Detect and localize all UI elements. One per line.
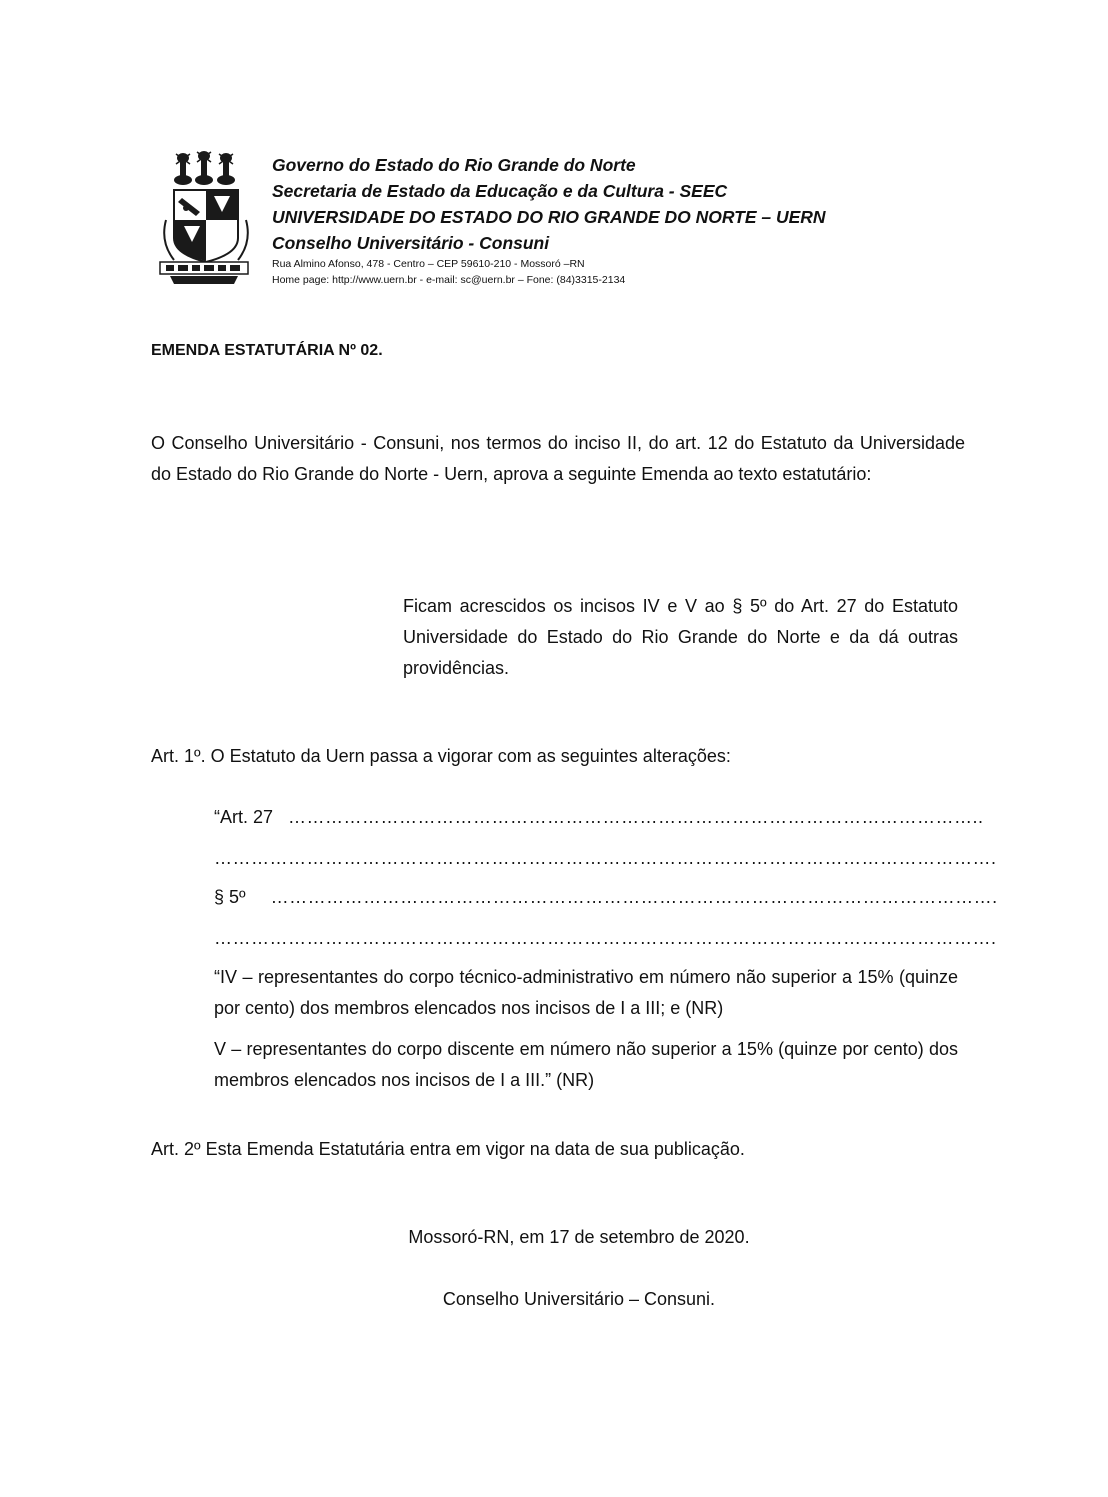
document-title: EMENDA ESTATUTÁRIA Nº 02.	[151, 342, 383, 359]
place-and-date: Mossoró-RN, em 17 de setembro de 2020.	[408, 1227, 750, 1247]
quote-dots-2: ……………………………………………………………………………………………………………….	[214, 928, 997, 948]
quote-dots-line-2	[214, 925, 997, 951]
header-government: Governo do Estado do Rio Grande do Norte	[272, 155, 636, 175]
quote-paragraph-5-dots: ……………………………………………………………………………………………………….	[270, 887, 998, 907]
intro-paragraph: O Conselho Universitário - Consuni, nos termos do inciso II, do art. 12 do Estatuto da Universidade do Estado do Rio Grande do Norte - Uern, aprova a seguinte Emenda ao texto estatutário:	[151, 433, 965, 484]
quote-art27-label: “Art. 27	[214, 807, 274, 827]
signature-council: Conselho Universitário – Consuni.	[442, 1289, 716, 1309]
letterhead	[272, 152, 972, 288]
quote-paragraph-5-label: § 5º	[214, 887, 246, 907]
inciso-iv: “IV – representantes do corpo técnico-administrativo em número não superior a 15% (quinze por cento) dos membros elencados nos incisos de I a III; e (NR)	[214, 967, 958, 1018]
header-council: Conselho Universitário - Consuni	[272, 233, 550, 253]
quote-dots-line-1	[214, 845, 997, 871]
inciso-v: V – representantes do corpo discente em número não superior a 15% (quinze por cento) dos membros elencados nos incisos de I a III.” (NR)	[214, 1039, 958, 1090]
header-contact: Home page: http://www.uern.br - e-mail: sc@uern.br – Fone: (84)3315-2134	[272, 274, 626, 286]
header-secretariat: Secretaria de Estado da Educação e da Cultura - SEEC	[272, 181, 728, 201]
quote-paragraph-5-line	[214, 884, 998, 910]
article-2: Art. 2º Esta Emenda Estatutária entra em vigor na data de sua publicação.	[151, 1139, 745, 1159]
header-university: UNIVERSIDADE DO ESTADO DO RIO GRANDE DO NORTE – UERN	[272, 207, 826, 227]
header-address: Rua Almino Afonso, 478 - Centro – CEP 59610-210 - Mossoró –RN	[272, 258, 585, 270]
ementa-paragraph: Ficam acrescidos os incisos IV e V ao § 5º do Art. 27 do Estatuto Universidade do Estado do Rio Grande do Norte e da dá outras providências.	[403, 596, 958, 678]
article-1: Art. 1º. O Estatuto da Uern passa a vigorar com as seguintes alterações:	[151, 746, 731, 766]
quote-dots-1: ……………………………………………………………………………………………………………….	[214, 848, 997, 868]
quote-art27-line	[214, 804, 984, 830]
quote-art27-dots: …………………………………………………………………………………………………..	[288, 807, 984, 827]
uern-coat-of-arms-icon	[156, 150, 252, 286]
